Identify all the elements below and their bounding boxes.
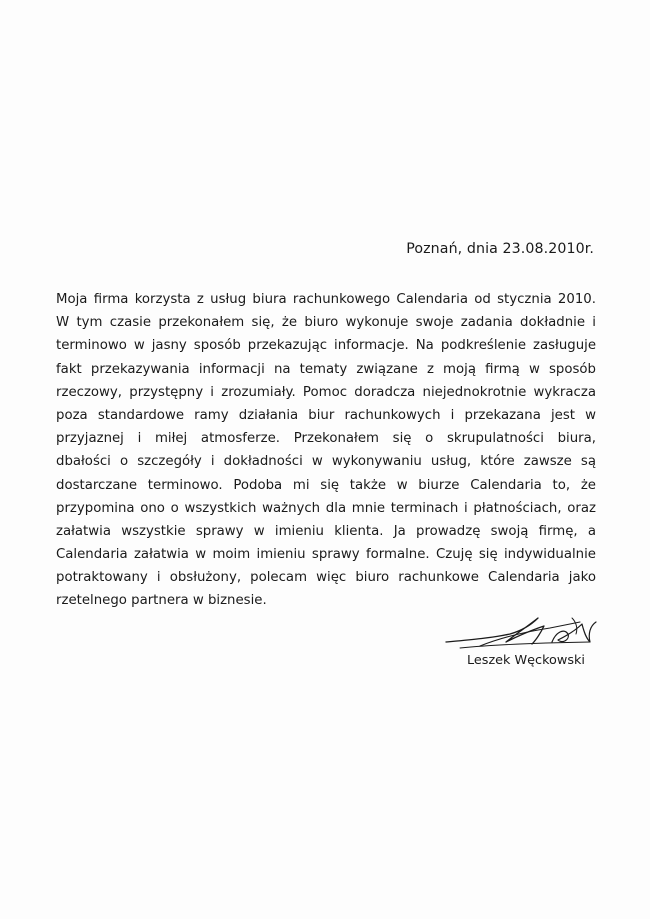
letter-body (56, 288, 596, 613)
body-line: potraktowany i obsłużony, polecam więc biuro rachunkowe Calendaria jako (56, 570, 596, 586)
body-line: przyjaznej i miłej atmosferze. Przekonałem się o skrupulatności biura, (56, 431, 596, 447)
place-and-date: Poznań, dnia 23.08.2010r. (406, 241, 594, 257)
body-line: przypomina ono o wszystkich ważnych dla mnie terminach i płatnościach, oraz (56, 500, 596, 516)
body-line: poza standardowe ramy działania biur rachunkowych i przekazana jest w (56, 407, 596, 423)
body-line: rzeczowy, przystępny i zrozumiały. Pomoc doradcza niejednokrotnie wykracza (56, 384, 596, 400)
body-line: dostarczane terminowo. Podoba mi się także w biurze Calendaria to, że (56, 477, 596, 493)
body-line: Calendaria załatwia w moim imieniu sprawy formalne. Czuję się indywidualnie (56, 547, 596, 563)
body-line: W tym czasie przekonałem się, że biuro wykonuje swoje zadania dokładnie i (56, 315, 596, 331)
body-line: Moja firma korzysta z usług biura rachunkowego Calendaria od stycznia 2010. (56, 292, 596, 307)
signature-block (440, 612, 610, 682)
body-line: dbałości o szczegóły i dokładności w wykonywaniu usług, które zawsze są (56, 454, 596, 470)
body-line: terminowo w jasny sposób przekazując informacje. Na podkreślenie zasługuje (56, 338, 596, 354)
signer-name: Leszek Węckowski (467, 653, 585, 668)
body-line-last: rzetelnego partnera w biznesie. (56, 593, 267, 609)
body-line: załatwia wszystkie sprawy w imieniu klienta. Ja prowadzę swoją firmę, a (56, 523, 596, 539)
body-line: fakt przekazywania informacji na tematy związane z moją firmą w sposób (56, 361, 596, 377)
